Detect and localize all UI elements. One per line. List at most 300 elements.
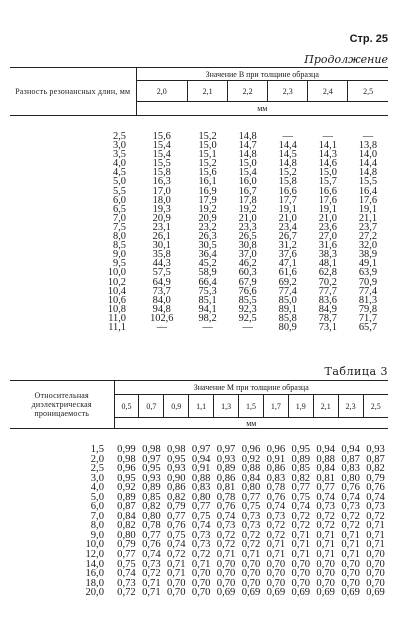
table-cell: 0,72 <box>216 539 236 551</box>
table-cell: 0,73 <box>191 529 211 541</box>
table-cell: 0,72 <box>191 549 211 561</box>
table-cell: 0,89 <box>216 463 236 475</box>
row-label: 12,0 <box>85 549 104 561</box>
table-cell: 0,84 <box>117 510 136 522</box>
table-cell: 0,95 <box>142 463 161 475</box>
row-label: 2,5 <box>113 131 126 142</box>
table-cell: 15,2 <box>278 167 297 179</box>
table-cell: 76,6 <box>238 285 257 297</box>
table-cell: 71,7 <box>358 312 378 324</box>
table-cell: 0,71 <box>241 549 261 561</box>
table-cell: 0,86 <box>166 482 186 494</box>
table-cell: 26,3 <box>198 231 217 243</box>
table-cell: 0,70 <box>266 577 286 589</box>
row-label: 7,5 <box>113 221 126 233</box>
table-cell: 0,88 <box>191 472 211 484</box>
table-cell: 14,8 <box>238 131 257 142</box>
table-cell: 0,73 <box>316 501 335 513</box>
table-cell: 15,5 <box>152 158 171 170</box>
table-cell: 0,70 <box>241 577 261 589</box>
table-cell: 0,69 <box>366 587 385 599</box>
table-cell: 0,73 <box>191 539 211 551</box>
table-cell: 0,70 <box>341 558 360 570</box>
table-cell: — <box>362 131 374 142</box>
table1-col-header: 2,3 <box>268 81 308 102</box>
table-cell: 58,9 <box>198 267 217 279</box>
table-cell: 17,0 <box>152 185 171 197</box>
row-label: 14,0 <box>85 558 104 570</box>
table-cell: 46,2 <box>238 258 257 270</box>
table-cell: 0,82 <box>142 501 161 513</box>
table-cell: 0,74 <box>316 491 335 503</box>
table-cell: 15,0 <box>238 158 257 170</box>
table-cell: 0,76 <box>216 501 236 513</box>
table-cell: 15,4 <box>238 167 257 179</box>
table-cell: 0,73 <box>241 520 261 532</box>
table-cell: 78,7 <box>318 312 337 324</box>
table-cell: 20,9 <box>198 212 217 224</box>
table-cell: 70,9 <box>358 276 378 288</box>
table-cell: 14,0 <box>358 149 378 161</box>
table-cell: 0,80 <box>341 472 360 484</box>
table-cell: 19,1 <box>318 203 337 215</box>
table3-group-header: Значение M при толщине образца <box>114 381 388 395</box>
row-label: 9,0 <box>90 529 104 541</box>
table-cell: 0,86 <box>216 472 236 484</box>
table-cell: 0,93 <box>216 453 236 465</box>
row-label: 11,0 <box>108 312 126 324</box>
table-cell: 85,0 <box>278 294 297 306</box>
table-cell: 0,70 <box>291 568 311 580</box>
table-cell: 0,71 <box>366 529 385 541</box>
row-label: 7,0 <box>113 212 126 224</box>
table-cell: 0,70 <box>191 587 211 599</box>
table-cell: 102,6 <box>150 312 174 324</box>
table-cell: 0,71 <box>166 558 186 570</box>
table-cell: 13,8 <box>358 140 378 152</box>
row-label: 2,5 <box>90 463 104 475</box>
table-cell: 19,1 <box>278 203 297 215</box>
row-label: 6,5 <box>113 203 126 215</box>
table-cell: 70,2 <box>318 276 337 288</box>
table-cell: 21,0 <box>278 212 297 224</box>
table-cell: 16,6 <box>318 185 337 197</box>
table-cell: 0,69 <box>316 587 335 599</box>
row-label: 6,0 <box>90 501 104 513</box>
table-cell: 61,6 <box>278 267 297 279</box>
table-cell: 0,72 <box>341 510 360 522</box>
table-cell: 0,84 <box>316 463 335 475</box>
table-cell: 0,71 <box>366 539 385 551</box>
table-cell: 0,80 <box>241 482 261 494</box>
table-cell: 30,1 <box>152 240 171 252</box>
table-cell: 0,75 <box>241 501 261 513</box>
table-cell: 27,0 <box>318 231 337 243</box>
table-cell: 36,4 <box>198 249 217 261</box>
table-cell: 0,81 <box>316 472 335 484</box>
table-cell: 0,72 <box>316 510 335 522</box>
table-cell: 0,72 <box>241 539 261 551</box>
table-cell: 0,71 <box>266 539 286 551</box>
table3-col-header: 0,5 <box>114 395 139 418</box>
table-cell: 0,77 <box>291 482 311 494</box>
table-cell: 0,70 <box>341 568 360 580</box>
table-cell: 0,70 <box>266 558 286 570</box>
table-cell: 14,4 <box>278 140 297 152</box>
table-cell: 19,2 <box>198 203 217 215</box>
table-cell: 98,2 <box>198 312 217 324</box>
table-cell: 0,89 <box>142 482 161 494</box>
table-cell: 89,1 <box>278 303 297 315</box>
table-cell: 0,79 <box>117 539 136 551</box>
table-cell: 23,4 <box>278 221 297 233</box>
row-label: 8,5 <box>113 240 126 252</box>
table-cell: 0,91 <box>266 453 286 465</box>
table-cell: 0,70 <box>191 568 211 580</box>
table-cell: 0,78 <box>142 520 161 532</box>
table-cell: 15,0 <box>318 167 337 179</box>
table-cell: 66,4 <box>198 276 217 288</box>
table-cell: 0,95 <box>291 444 311 455</box>
table-cell: 0,85 <box>142 491 161 503</box>
table-cell: 0,72 <box>316 520 335 532</box>
table-cell: 0,70 <box>366 577 385 589</box>
table-cell: 0,88 <box>316 453 335 465</box>
table-m-values <box>10 380 388 598</box>
table-cell: 0,70 <box>216 558 236 570</box>
table-cell: 14,8 <box>278 158 297 170</box>
table-cell: 0,95 <box>117 472 136 484</box>
row-label: 3,5 <box>113 149 126 161</box>
table-row <box>10 323 388 332</box>
table-cell: 15,8 <box>278 176 297 188</box>
table-cell: 20,9 <box>152 212 171 224</box>
table-row <box>10 588 388 598</box>
table-cell: 67,9 <box>238 276 257 288</box>
table-cell: 0,72 <box>142 568 161 580</box>
table-cell: 0,77 <box>316 482 335 494</box>
row-label: 5,5 <box>113 185 126 197</box>
table3-col-header: 1,5 <box>239 395 264 418</box>
table-cell: 73,7 <box>152 285 171 297</box>
table-cell: 0,94 <box>191 453 211 465</box>
table-cell: 69,2 <box>278 276 297 288</box>
table-cell: 15,0 <box>198 140 217 152</box>
table-cell: 0,69 <box>241 587 261 599</box>
table-cell: 85,1 <box>198 294 217 306</box>
table-cell: 57,5 <box>152 267 171 279</box>
table-cell: 0,72 <box>266 529 286 541</box>
table-cell: 14,4 <box>358 158 378 170</box>
table-cell: 0,70 <box>166 587 186 599</box>
table-cell: 0,98 <box>142 444 161 455</box>
table-cell: 26,1 <box>152 231 171 243</box>
row-label: 10,4 <box>107 285 126 297</box>
table-cell: 0,70 <box>266 568 286 580</box>
table-cell: 92,5 <box>238 312 257 324</box>
table-cell: 17,6 <box>318 194 337 206</box>
table-cell: 18,0 <box>152 194 171 206</box>
table3-col-header: 0,7 <box>139 395 164 418</box>
table-cell: 0,74 <box>216 510 236 522</box>
row-label: 9,5 <box>113 258 126 270</box>
table-cell: 37,0 <box>238 249 257 261</box>
table-cell: 62,8 <box>318 267 337 279</box>
table3-col-header: 2,1 <box>313 395 338 418</box>
table-cell: 0,70 <box>166 577 186 589</box>
table-cell: 14,8 <box>358 167 378 179</box>
table-cell: 0,71 <box>366 520 385 532</box>
table-cell: 94,8 <box>152 303 171 315</box>
table-cell: 0,94 <box>316 444 335 455</box>
table-cell: 77,4 <box>278 285 297 297</box>
row-label: 7,0 <box>90 510 104 522</box>
table-cell: 0,98 <box>117 453 136 465</box>
table-cell: 0,74 <box>166 539 186 551</box>
table-cell: 73,1 <box>318 321 337 333</box>
table-cell: 16,1 <box>198 176 217 188</box>
table-cell: 23,6 <box>318 221 337 233</box>
table-cell: 0,72 <box>166 549 186 561</box>
table-cell: 0,93 <box>142 472 161 484</box>
table-cell: 0,73 <box>142 558 161 570</box>
row-label: 4,5 <box>113 167 126 179</box>
row-label: 10,6 <box>107 294 126 306</box>
table-cell: 0,74 <box>117 568 136 580</box>
table-cell: 23,2 <box>198 221 217 233</box>
table-cell: 80,9 <box>278 321 297 333</box>
row-label: 4,0 <box>113 158 126 170</box>
table-cell: 14,5 <box>278 149 297 161</box>
row-label: 3,0 <box>90 472 104 484</box>
table-cell: 15,8 <box>152 167 171 179</box>
table-cell: 0,71 <box>191 558 211 570</box>
table-cell: 0,96 <box>117 463 136 475</box>
table-cell: 0,76 <box>166 520 186 532</box>
table-cell: 0,97 <box>142 453 161 465</box>
table-cell: 0,72 <box>341 520 360 532</box>
row-label: 8,0 <box>113 231 126 243</box>
table-cell: 0,98 <box>166 444 186 455</box>
table-cell: 0,71 <box>216 549 236 561</box>
table-cell: 0,72 <box>117 587 136 599</box>
table-cell: 0,93 <box>166 463 186 475</box>
table-cell: 0,70 <box>241 568 261 580</box>
table-cell: 0,78 <box>216 491 236 503</box>
table-cell: 15,5 <box>358 176 378 188</box>
table-cell: 0,88 <box>241 463 261 475</box>
table1-col-header: 2,1 <box>188 81 228 102</box>
table-cell: 0,76 <box>142 539 161 551</box>
table-cell: 0,72 <box>266 520 286 532</box>
table-cell: 21,0 <box>318 212 337 224</box>
table-cell: 0,71 <box>341 549 360 561</box>
table-cell: 17,8 <box>238 194 257 206</box>
table-cell: 0,71 <box>291 539 311 551</box>
table-cell: 0,72 <box>291 520 311 532</box>
table-cell: 19,1 <box>358 203 378 215</box>
table-cell: 63,9 <box>358 267 378 279</box>
table-cell: 0,70 <box>366 558 385 570</box>
table-cell: 85,8 <box>278 312 297 324</box>
table3-unit: мм <box>114 418 388 429</box>
table-cell: 14,3 <box>318 149 337 161</box>
row-label: 9,0 <box>113 249 126 261</box>
table-cell: — <box>282 131 293 142</box>
table-cell: 0,82 <box>117 520 136 532</box>
table-cell: 0,77 <box>191 501 211 513</box>
table-cell: 0,71 <box>341 539 360 551</box>
table-cell: 0,74 <box>142 549 161 561</box>
table-cell: 19,3 <box>152 203 171 215</box>
table3-col-header: 0,9 <box>164 395 189 418</box>
table1-col-header: 2,4 <box>308 81 348 102</box>
table-cell: 0,93 <box>366 444 385 455</box>
table-cell: 0,79 <box>166 501 186 513</box>
table-cell: 0,74 <box>366 491 385 503</box>
continuation-label: Продолжение <box>304 53 388 66</box>
table-cell: — <box>322 131 334 142</box>
table-cell: 49,1 <box>358 258 378 270</box>
row-label: 6,0 <box>113 194 126 206</box>
row-label: 5,0 <box>90 491 104 503</box>
row-label: 10,2 <box>107 276 126 288</box>
table-cell: 0,70 <box>216 568 236 580</box>
table-cell: 45,2 <box>198 258 217 270</box>
page-number: Стр. 25 <box>349 33 388 45</box>
table3-col-header: 1,7 <box>263 395 288 418</box>
table-cell: 0,70 <box>316 558 335 570</box>
table-cell: 0,82 <box>166 491 186 503</box>
table-cell: 0,76 <box>266 491 286 503</box>
table-cell: 0,92 <box>241 453 261 465</box>
row-label: 3,0 <box>113 140 126 152</box>
table-cell: 0,71 <box>341 529 360 541</box>
table1-col-header: 2,5 <box>348 81 388 102</box>
table-cell: 48,1 <box>318 258 337 270</box>
table-cell: 83,6 <box>318 294 337 306</box>
table-cell: 15,6 <box>152 131 171 142</box>
table-cell: 0,72 <box>216 529 236 541</box>
table-cell: 0,89 <box>117 491 136 503</box>
table3-row-header: Относительная диэлектрическая проницаемость <box>10 381 114 429</box>
table-cell: 0,92 <box>117 482 136 494</box>
table-cell: 60,3 <box>238 267 257 279</box>
table-cell: 0,76 <box>341 482 360 494</box>
row-label: 4,0 <box>90 482 104 494</box>
table3-label: Таблица 3 <box>324 365 388 378</box>
table-cell: 16,7 <box>238 185 257 197</box>
table-cell: 0,72 <box>241 529 261 541</box>
table-cell: 16,3 <box>152 176 171 188</box>
table-cell: 0,97 <box>191 444 211 455</box>
table-cell: 0,89 <box>291 453 311 465</box>
table-cell: 79,8 <box>358 303 378 315</box>
table-cell: 15,6 <box>198 167 217 179</box>
table-cell: 0,81 <box>216 482 236 494</box>
table-cell: 0,69 <box>266 587 286 599</box>
table-cell: 0,70 <box>216 577 236 589</box>
row-label: 18,0 <box>85 577 104 589</box>
table-cell: 14,1 <box>318 140 337 152</box>
table-cell: 0,96 <box>266 444 286 455</box>
table-cell: 0,77 <box>117 549 136 561</box>
table-cell: 0,69 <box>216 587 236 599</box>
table3-col-header: 2,5 <box>363 395 388 418</box>
table-cell: 0,77 <box>241 491 261 503</box>
table-cell: 14,7 <box>238 140 257 152</box>
row-label: 2,0 <box>90 453 104 465</box>
table-cell: 92,3 <box>238 303 257 315</box>
table-cell: 0,75 <box>291 491 311 503</box>
table-cell: 0,75 <box>117 558 136 570</box>
table-cell: 0,70 <box>366 568 385 580</box>
table-cell: 15,2 <box>198 158 217 170</box>
table-cell: 15,4 <box>152 140 171 152</box>
table-cell: 32,0 <box>358 240 378 252</box>
table-cell: — <box>242 321 253 333</box>
row-label: 10,0 <box>85 539 104 551</box>
table-cell: 37,6 <box>278 249 297 261</box>
table-cell: 0,70 <box>366 549 385 561</box>
table-cell: 0,69 <box>341 587 360 599</box>
table-cell: 17,9 <box>198 194 217 206</box>
table-cell: 0,70 <box>316 577 335 589</box>
table-cell: 0,83 <box>191 482 211 494</box>
table-cell: 15,7 <box>318 176 337 188</box>
table-cell: 0,71 <box>166 568 186 580</box>
table-cell: 0,73 <box>117 577 136 589</box>
table-cell: 0,94 <box>341 444 360 455</box>
table-cell: 0,97 <box>216 444 236 455</box>
table-cell: 0,91 <box>191 463 211 475</box>
table-cell: 0,90 <box>166 472 186 484</box>
table-cell: 0,74 <box>291 501 311 513</box>
table-cell: 0,73 <box>216 520 236 532</box>
table-cell: 0,87 <box>341 453 360 465</box>
table-cell: 0,71 <box>266 549 286 561</box>
table-cell: 27,2 <box>358 231 378 243</box>
table-cell: 0,77 <box>142 529 161 541</box>
table-cell: 0,75 <box>191 510 211 522</box>
table-cell: 0,82 <box>366 463 385 475</box>
table-cell: 0,69 <box>291 587 311 599</box>
table-cell: 0,73 <box>266 510 286 522</box>
table-cell: 0,95 <box>166 453 186 465</box>
table1-col-header: 2,2 <box>228 81 268 102</box>
table-cell: 14,6 <box>318 158 337 170</box>
table-cell: 23,7 <box>358 221 378 233</box>
table-cell: 16,4 <box>358 185 378 197</box>
table-cell: 0,71 <box>291 549 311 561</box>
table-cell: 16,6 <box>278 185 297 197</box>
table-cell: 17,6 <box>358 194 378 206</box>
table-cell: 77,4 <box>358 285 378 297</box>
table-cell: 0,78 <box>266 482 286 494</box>
table-cell: 26,7 <box>278 231 297 243</box>
table-cell: 75,3 <box>198 285 217 297</box>
table-cell: 0,70 <box>241 558 261 570</box>
table-cell: 16,9 <box>198 185 217 197</box>
table-cell: 0,74 <box>191 520 211 532</box>
table-cell: 0,96 <box>241 444 261 455</box>
row-label: 10,8 <box>107 303 126 315</box>
table-cell: 84,0 <box>152 294 171 306</box>
table-cell: 23,1 <box>152 221 171 233</box>
table-cell: 30,8 <box>238 240 257 252</box>
table-b-values <box>10 67 388 332</box>
table-cell: 0,87 <box>366 453 385 465</box>
